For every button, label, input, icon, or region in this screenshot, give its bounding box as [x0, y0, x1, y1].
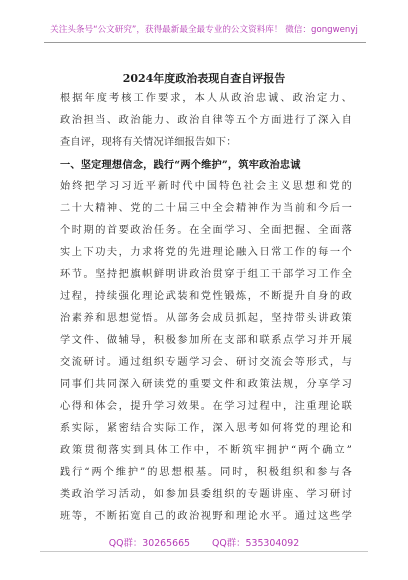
intro-line: 政治担当、政治能力、政治自律等五个方面进行了深入自	[60, 115, 352, 126]
body-line: 系实际，紧密结合实际工作，深入思考如何将党的理论和	[60, 423, 352, 434]
body-line: 治素养和思想觉悟。从部务会成员抓起，坚持带头讲政策	[60, 313, 352, 324]
intro-line: 根据年度考核工作要求，本人从政治忠诚、政治定力、	[60, 93, 352, 104]
body-line: 交流研讨。通过组织专题学习会、研讨交流会等形式，与	[60, 357, 352, 368]
qq-group-right: QQ群：535304092	[212, 538, 300, 549]
intro-line: 查自评，现将有关情况详细报告如下：	[60, 137, 237, 148]
body-line: 始终把学习习近平新时代中国特色社会主义思想和党的	[60, 181, 352, 192]
body-line: 二十大精神、党的二十届三中全会精神作为当前和今后一	[60, 203, 352, 214]
body-line: 过程，持续强化理论武装和党性锻炼，不断提升自身的政	[60, 291, 352, 302]
body-line: 学文件、做辅导，积极参加所在支部和联系点学习并开展	[60, 335, 352, 346]
qq-group-left: QQ群：30265665	[108, 538, 191, 549]
body-line: 心得和体会，提升学习效果。在学习过程中，注重理论联	[60, 401, 352, 412]
document-title: 2024年度政治表现自查自评报告	[122, 72, 286, 85]
intro-paragraph	[60, 88, 352, 154]
body-line: 类政治学习活动，如参加县委组织的专题讲座、学习研讨	[60, 489, 352, 500]
header-divider	[44, 42, 366, 43]
body-line: 班等，不断拓宽自己的政治视野和理论水平。通过这些学	[60, 511, 352, 522]
body-line: 实上下功夫，力求将党的先进理论融入日常工作的每一个	[60, 247, 352, 258]
footer-divider	[40, 551, 368, 552]
body-line: 践行“两个维护”的思想根基。同时，积极组织和参与各	[60, 467, 352, 478]
header-note: 关注头条号“公文研究”，获得最新最全最专业的公文资料库！ 微信：gongwenyj	[50, 25, 358, 35]
section-heading: 一、坚定理想信念，践行“两个维护”，筑牢政治忠诚	[60, 159, 301, 171]
section-1	[60, 154, 352, 528]
body-line: 环节。坚持把旗帜鲜明讲政治贯穿于组工干部学习工作全	[60, 269, 352, 280]
body-line: 个时期的首要政治任务。在全面学习、全面把握、全面落	[60, 225, 352, 236]
footer-contacts	[0, 535, 408, 549]
body-line: 政策贯彻落实到具体工作中，不断筑牢拥护“两个确立”	[60, 445, 352, 456]
body-line: 同事们共同深入研读党的重要文件和政策法规，分享学习	[60, 379, 352, 390]
